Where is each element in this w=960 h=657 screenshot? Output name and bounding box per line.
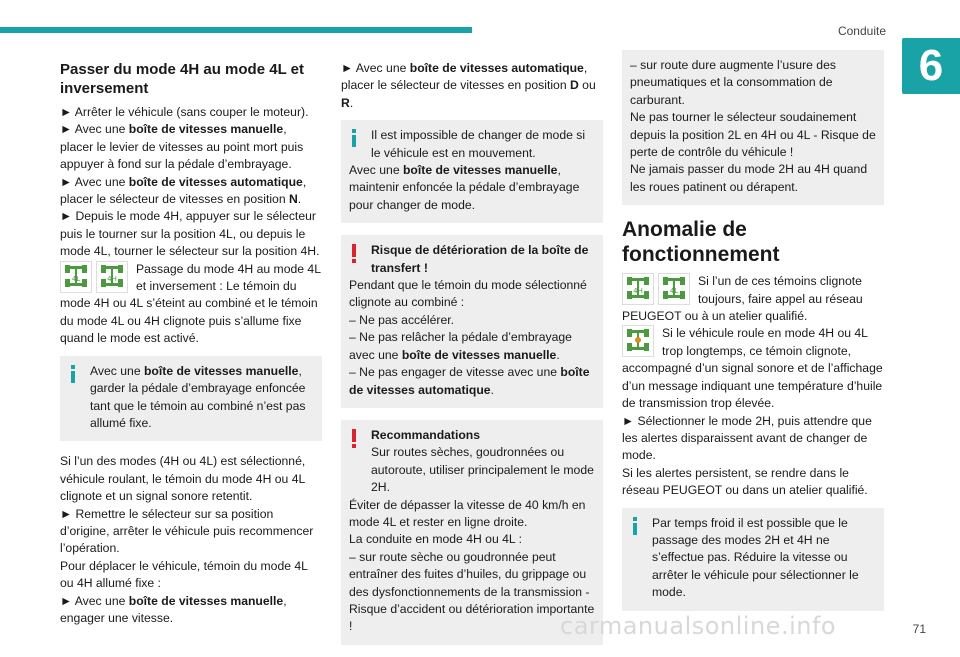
warning-icon [351, 429, 357, 449]
step-manual: ► Avec une boîte de vitesses manuelle, placer le levier de vitesses au point mort puis appuyer à fond sur la pédale d’embrayage. [60, 122, 304, 172]
info-text: Par temps froid il est possible que le passage des modes 2H et 4H ne s’effectue pas. Réduire la vitesse ou arrêter le véhicule pour sélectionner le mode. [652, 515, 859, 600]
paragraph: Si l’un des modes (4H ou 4L) est sélectionné, véhicule roulant, le témoin du mode 4H ou 4L clignote et un signal sonore retentit. [60, 454, 306, 504]
warning-text: – Ne pas relâcher la pédale d’embrayage avec une boîte de vitesses manuelle. [349, 330, 572, 362]
4l-indicator-icon [60, 261, 92, 293]
paragraph: ► Sélectionner le mode 2H, puis attendre que les alertes disparaissent avant de changer de mode. [622, 413, 872, 463]
indicator-row [622, 325, 884, 412]
4h-indicator-icon [96, 261, 128, 293]
info-text: Avec une boîte de vitesses manuelle, garder la pédale d’embrayage enfoncée tant que le témoin au combiné n’est pas allumé fixe. [90, 363, 306, 430]
step-automatic: ► Avec une boîte de vitesses automatique, placer le sélecteur de vitesses en position D ou R. [341, 61, 596, 110]
svg-text:4L: 4L [669, 287, 679, 296]
column-left [60, 60, 322, 627]
paragraph: Si les alertes persistent, se rendre dans le réseau PEUGEOT ou dans un atelier qualifié. [622, 465, 868, 498]
section-title: Conduite [837, 24, 886, 38]
recommendation-text: Ne jamais passer du mode 2H au 4H quand les roues patinent ou dérapent. [630, 162, 868, 194]
recommendation-text: Ne pas tourner le sélecteur soudainement depuis la position 2L en 4H ou 4L - Risque de perte de contrôle du véhicule ! [630, 110, 876, 160]
indicator-row [622, 273, 884, 325]
step-stop: ► Arrêter le véhicule (sans couper le moteur). [60, 105, 309, 119]
svg-text:4L: 4L [71, 274, 81, 283]
info-box [622, 508, 884, 611]
info-icon [70, 365, 76, 383]
recommendation-text: – sur route dure augmente l’usure des pneumatiques et la consommation de carburant. [630, 58, 836, 107]
paragraph: ► Avec une boîte de vitesses manuelle, engager une vitesse. [60, 593, 287, 625]
paragraph: ► Remettre le sélecteur sur sa position d’origine, arrêter le véhicule puis recommencer l’opération. [60, 506, 314, 556]
info-icon [632, 517, 638, 535]
warning-text: – Ne pas engager de vitesse avec une boîte de vitesses automatique. [349, 365, 590, 397]
header-accent-bar [0, 27, 472, 33]
indicator-description: Si le véhicule roule en mode 4H ou 4L trop longtemps, ce témoin clignote, accompagné d’un signal sonore et de l’affichage d’un message indiquant une température d’huile de transmission trop élevée. [622, 326, 883, 411]
info-text: Avec une boîte de vitesses manuelle, maintenir enfoncée la pédale d’embrayage pour changer de mode. [349, 163, 580, 212]
info-icon [351, 129, 357, 147]
recommendation-text: La conduite en mode 4H ou 4L : [349, 532, 523, 547]
section-heading: Passer du mode 4H au mode 4L et inversement [60, 61, 304, 97]
warning-text: – Ne pas accélérer. [349, 312, 455, 327]
recommendations-box-continued [622, 50, 884, 205]
step-selector: ► Depuis le mode 4H, appuyer sur le sélecteur puis le tourner sur la position 4L, ou depuis le mode 4L, tourner le sélecteur sur la position 4H. [60, 209, 320, 259]
warning-icon [351, 244, 357, 264]
section-heading: Anomalie de fonctionnement [622, 218, 780, 267]
transmission-temperature-icon [622, 325, 654, 357]
svg-text:4H: 4H [633, 287, 643, 296]
paragraph: Pour déplacer le véhicule, témoin du mode 4L ou 4H allumé fixe : [60, 558, 308, 591]
info-box [341, 120, 603, 223]
warning-box [341, 235, 603, 408]
recommendation-text: Éviter de dépasser la vitesse de 40 km/h en mode 4L et rester en ligne droite. [349, 497, 586, 529]
info-box [60, 356, 322, 442]
step-automatic: ► Avec une boîte de vitesses automatique, placer le sélecteur de vitesses en position N. [60, 174, 307, 207]
warning-title: Risque de détérioration de la boîte de transfert ! [371, 243, 589, 275]
chapter-tab: 6 [902, 38, 960, 94]
column-right [622, 60, 884, 623]
4h-indicator-icon [622, 273, 654, 305]
recommendations-title: Recommandations [371, 427, 481, 442]
indicator-description: Si l’un de ces témoins clignote toujours, faire appel au réseau PEUGEOT ou à un atelier qualifié. [622, 274, 863, 324]
recommendation-text: Sur routes sèches, goudronnées ou autoroute, utiliser principalement le mode 2H. [371, 445, 594, 495]
indicator-description: Passage du mode 4H au mode 4L et inversement : Le témoin du mode 4H ou 4L s’éteint au combiné et le témoin du mode 4L ou 4H clignote puis s’allume fixe quand le mode est activé. [60, 261, 321, 346]
warning-text: Pendant que le témoin du mode sélectionné clignote au combiné : [349, 278, 587, 310]
info-text: Il est impossible de changer de mode si le véhicule est en mouvement. [371, 128, 586, 160]
page-number: 71 [912, 622, 926, 636]
indicator-row [60, 261, 322, 348]
column-middle [341, 60, 603, 657]
svg-text:4H: 4H [107, 274, 117, 283]
recommendation-text: – sur route sèche ou goudronnée peut entraîner des fuites d’huiles, du grippage ou des dysfonctionnements de la transmission - Risque d’accident ou détérioration importante ! [349, 549, 595, 634]
watermark: carmanualsonline.info [560, 612, 837, 640]
4l-indicator-icon [658, 273, 690, 305]
